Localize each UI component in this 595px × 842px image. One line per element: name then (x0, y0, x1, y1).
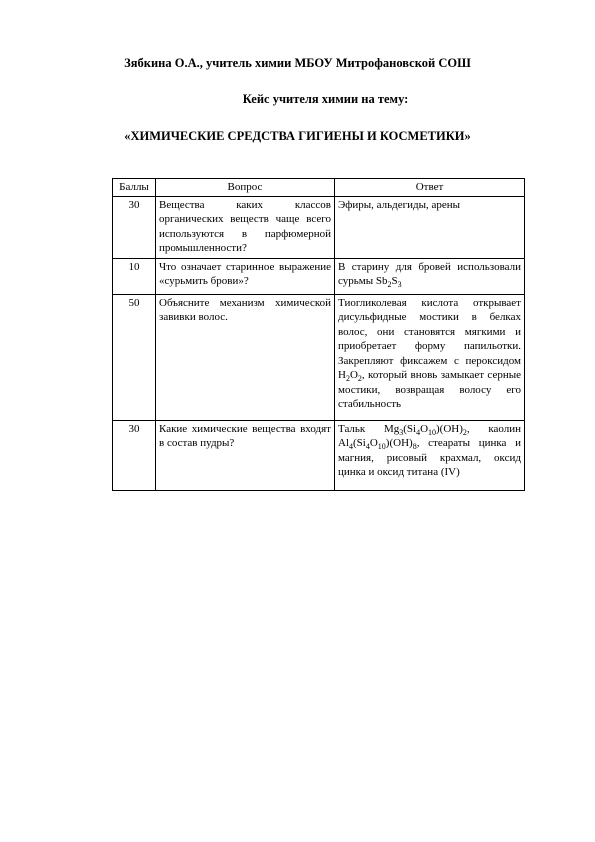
points-cell: 10 (113, 258, 156, 294)
points-cell: 30 (113, 420, 156, 490)
column-header-points: Баллы (113, 179, 156, 197)
table-row (113, 258, 525, 294)
column-header-question: Вопрос (156, 179, 335, 197)
answer-cell (335, 258, 525, 294)
question-cell: Вещества каких классов органических веществ чаще всего используются в парфюмерной промышленности? (156, 196, 335, 258)
chemical-formula: $Sb_2S_3$ (375, 275, 402, 290)
topic-title: «ХИМИЧЕСКИЕ СРЕДСТВА ГИГИЕНЫ И КОСМЕТИКИ» (124, 129, 471, 143)
table-row (113, 294, 525, 420)
points-cell: 50 (113, 294, 156, 420)
table-row (113, 420, 525, 490)
answer-text: Тиогликолевая кислота открывает дисульфидные мостики в белках волос, они становятся мягкими и приобретает форму папильотки. Закрепляют фиксажем с пероксидом (338, 296, 521, 367)
quiz-table (112, 178, 525, 491)
answer-cell: Эфиры, альдегиды, арены (335, 196, 525, 258)
chemical-formula: $Mg_3(Si_4O_{10})(OH)_2$ (383, 422, 467, 437)
chemical-formula: $Al_4(Si_4O_{10})(OH)_8$ (338, 437, 417, 452)
answer-text: В старину для бровей использовали сурьмы (338, 260, 521, 287)
answer-cell (335, 294, 525, 420)
table-row (113, 196, 525, 258)
question-cell: Какие химические вещества входят в состав пудры? (156, 420, 335, 490)
answer-text: , который вновь замыкает серные мостики, возвращая волосу его стабильность (338, 369, 521, 410)
chemical-formula: $H_2O_2$ (338, 369, 362, 384)
question-cell: Что означает старинное выражение «сурьмить брови»? (156, 258, 335, 294)
author-line: Зябкина О.А., учитель химии МБОУ Митрофановской СОШ (124, 56, 471, 70)
answer-cell: Тальк $Mg_3(Si_4O_{10})(OH)_2$, каолин $Al_4(Si_4O_{10})(OH)_8$, стеараты цинка и магния, рисовый крахмал, оксид цинка и оксид титана (IV) (335, 420, 525, 490)
question-cell: Объясните механизм химической завивки волос. (156, 294, 335, 420)
case-title: Кейс учителя химии на тему: (242, 92, 409, 106)
column-header-answer: Ответ (335, 179, 525, 197)
points-cell: 30 (113, 196, 156, 258)
table-header-row (113, 179, 525, 197)
